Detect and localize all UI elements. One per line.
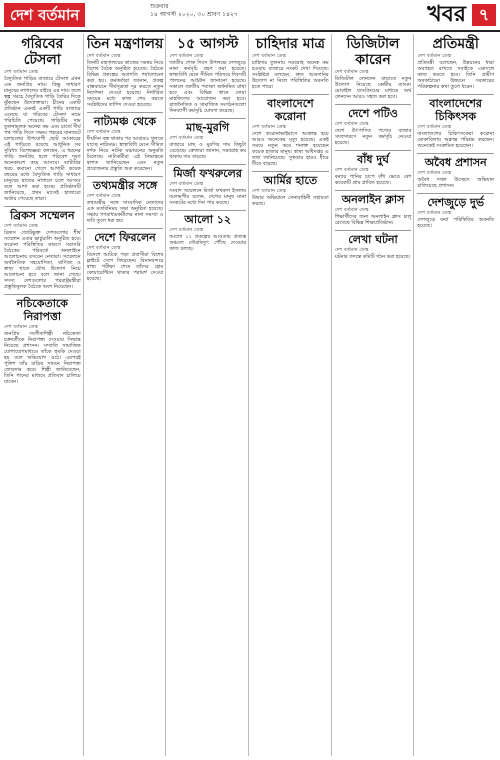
article-byline: দেশ বর্তমান ডেস্ক: [252, 124, 286, 130]
article-headline: মির্জা ফখরুলের: [173, 167, 242, 180]
article-headline: দেশজুড়ে দুর্ভ: [427, 196, 485, 209]
article-headline: দেশে পটিও: [348, 107, 398, 120]
article-divider: [335, 230, 412, 231]
article: [4, 297, 81, 385]
article: [252, 36, 329, 90]
article-divider: [417, 153, 494, 154]
article-divider: [87, 228, 164, 229]
column-2: [87, 34, 167, 756]
article-divider: [169, 210, 246, 211]
article-byline: দেশ বর্তমান ডেস্ক: [334, 121, 369, 127]
article-divider: [169, 164, 246, 165]
article: [335, 233, 412, 260]
article-headline: লেখা ঘটনা: [348, 233, 398, 246]
article-byline: দেশ বর্তমান ডেস্ক: [86, 53, 121, 59]
article: [87, 36, 164, 108]
article-body: ডিজিটাল লেনদেন বাড়াতে নতুন উদ্যোগ নিয়েছে কেন্দ্রীয় ব্যাংক। মোবাইল ব্যাংকিংয়ের মাধ্যমে অর্থ লেনদেন আরও সহজ করা হবে।: [334, 76, 412, 100]
article-body: দেশজুড়ে বন্যা পরিস্থিতির অবনতি হয়েছে।: [417, 217, 495, 229]
article-byline: দেশ বর্তমান ডেস্ক: [252, 188, 286, 194]
article-headline: তথ্যমন্ত্রীর সঙ্গে: [92, 179, 158, 192]
article-byline: দেশ বর্তমান ডেস্ক: [86, 245, 121, 251]
article-headline: ব্রিকস সম্মেলন: [10, 209, 75, 222]
article-divider: [4, 206, 81, 207]
article-headline: নচিকেতাকে নিরাপত্তা: [16, 297, 68, 323]
article-divider: [87, 112, 164, 113]
article-headline: চাহিদার মাত্র: [255, 36, 325, 52]
article-byline: দেশ বর্তমান ডেস্ক: [417, 210, 452, 216]
article-body: বাংলাদেশের চিকিৎসকেরা করোনা মোকাবিলায় অক্লান্ত পরিশ্রম করছেন। অনেকেই সংক্রমিত হয়েছেন।: [417, 131, 495, 149]
article-body: তথ্যমন্ত্রীর সঙ্গে সাংবাদিক নেতাদের এক মতবিনিময় সভা অনুষ্ঠিত হয়েছে। সভায় গণমাধ্যমকর্মীদের নানা সমস্যা ও দাবি তুলে ধরা হয়।: [86, 200, 164, 224]
article-headline: প্রতিমন্ত্রী: [432, 36, 479, 52]
article-divider: [417, 94, 494, 95]
article-divider: [335, 104, 412, 105]
article-byline: দেশ বর্তমান ডেস্ক: [4, 324, 38, 330]
article-headline: আলো ১২: [184, 213, 232, 226]
article-byline: দেশ বর্তমান ডেস্ক: [169, 135, 204, 141]
article-body: দেশে উৎপাদিত পণ্যের বাজার সম্প্রসারণে নতুন কর্মসূচি নেওয়া হয়েছে।: [334, 128, 412, 146]
article-body: জনপ্রিয় সংগীতশিল্পী নচিকেতা চক্রবর্তীকে নিরাপত্তা দেওয়ার সিদ্ধান্ত নিয়েছে প্রশাসন। সম্প্রতি সামাজিক যোগাযোগমাধ্যমে তাঁকে হুমকি দেওয়া হয় বলে অভিযোগ ওঠে। এরপরই পুলিশ তাঁর বাড়ির সামনে নিরাপত্তা জোরদার করে। শিল্পী জানিয়েছেন, তিনি গানের মাধ্যমে প্রতিবাদ চালিয়ে যাবেন।: [4, 331, 81, 385]
column-6: [417, 34, 496, 756]
section-title: খবর: [427, 2, 466, 27]
article-headline: অবৈধ প্রশাসন: [424, 156, 487, 169]
article-divider: [252, 171, 329, 172]
article-byline: দেশ বর্তমান ডেস্ক: [169, 227, 204, 233]
article: [87, 115, 164, 172]
issue-date: ১৪ আগস্ট ২০২০, ৩০ শ্রাবণ ১৪২৭: [150, 11, 238, 18]
article-headline: তিন মন্ত্রণালয়: [86, 36, 164, 52]
article-body: চাহিদার তুলনায় সরবরাহ অনেক কম হওয়ায় বাজারে সংকট দেখা দিয়েছে। সংশ্লিষ্টরা বলছেন, দ্রুত আমদানির উদ্যোগ না নিলে পরিস্থিতির অবনতি হতে পারে।: [252, 60, 329, 90]
article-headline: ১৫ আগস্ট: [177, 36, 239, 52]
column-4: [252, 34, 332, 756]
article-headline: বাঁধ দুর্ঘ: [357, 153, 389, 166]
article-divider: [335, 190, 412, 191]
article-headline: গরিবের টেসলা: [21, 36, 64, 68]
article-body: বিদেশে আটকে পড়া প্রবাসীরা বিশেষ ফ্লাইটে দেশে ফিরেছেন। বিমানবন্দরে স্বাস্থ্য পরীক্ষা শেষে তাঁদের হোম কোয়ারেন্টিনে থাকার পরামর্শ দেওয়া হয়েছে।: [86, 252, 164, 282]
article: [335, 36, 412, 100]
article-body: অবৈধ দখল উচ্ছেদে অভিযান চালিয়েছে প্রশাসন।: [417, 177, 495, 189]
article-headline: নাট্যমঞ্চ থেকে: [93, 115, 157, 128]
article-body: বাজারে মাছ ও মুরগির দাম কিছুটা বেড়েছে। ক্রেতারা জানান, সরবরাহ কম থাকায় দাম বাড়ছে।: [169, 142, 247, 160]
article-body: জাতীয় শোক দিবস উপলক্ষে দেশজুড়ে নানা কর্মসূচি গ্রহণ করা হয়েছে। স্বাস্থ্যবিধি মেনে সীমিত পরিসরে দিবসটি পালনের আহ্বান জানানো হয়েছে। সকালে জাতীয় পতাকা অর্ধনমিত রাখা হবে এবং বিভিন্ন স্থানে দোয়া মাহফিলের আয়োজন করা হবে। রাজনৈতিক ও সামাজিক সংগঠনগুলো দিনব্যাপী কর্মসূচি ঘোষণা করেছে।: [169, 60, 247, 114]
article-headline: অনলাইন ক্লাস: [341, 193, 405, 206]
article: [87, 179, 164, 224]
article-byline: দেশ বর্তমান ডেস্ক: [334, 207, 369, 213]
column-5: [335, 34, 415, 756]
page-number: ৭: [472, 4, 496, 26]
article-byline: দেশ বর্তমান ডেস্ক: [334, 247, 369, 253]
article-byline: দেশ বর্তমান ডেস্ক: [417, 53, 452, 59]
article: [252, 97, 329, 167]
column-1: [4, 34, 84, 756]
issue-day: শুক্রবার: [150, 3, 169, 10]
article: [417, 156, 494, 189]
article-body: তিনটি মন্ত্রণালয়ের কাজের সমন্বয় নিয়ে বিশেষ বৈঠক অনুষ্ঠিত হয়েছে। বৈঠকে বিভিন্ন প্রকল্পের অগ্রগতি পর্যালোচনা করা হয়। কর্মকর্তারা জানান, প্রকল্প বাস্তবায়নে দীর্ঘসূত্রতা দূর করতে নতুন নির্দেশনা দেওয়া হয়েছে। নির্ধারিত সময়ের মধ্যে কাজ শেষ করতে সংশ্লিষ্টদের তাগিদ দেওয়া হয়েছে।: [86, 60, 164, 108]
article-body: ব্রিকস জোটভুক্ত দেশগুলোর শীর্ষ সম্মেলন এবার ভার্চুয়ালি অনুষ্ঠিত হবে। করোনা পরিস্থিতির কারণে সরাসরি বৈঠকের পরিবর্তে অনলাইনে আলোচনায় বসবেন নেতারা। সম্মেলনে অর্থনৈতিক সহযোগিতা, বাণিজ্য ও স্বাস্থ্য খাতে যৌথ উদ্যোগ নিয়ে আলোচনা হবে বলে জানা গেছে। সদস্য দেশগুলোর পররাষ্ট্রমন্ত্রীরা প্রস্তুতিমূলক বৈঠকে অংশ নিয়েছেন।: [4, 230, 81, 290]
issue-meta: [150, 3, 238, 19]
article-headline: মাছ-মুরগি: [186, 121, 230, 134]
article-byline: দেশ বর্তমান ডেস্ক: [417, 124, 452, 130]
article: [335, 107, 412, 146]
article-divider: [4, 294, 81, 295]
article: [169, 167, 246, 206]
article-byline: দেশ বর্তমান ডেস্ক: [169, 181, 204, 187]
article: [252, 174, 329, 207]
article: [417, 36, 494, 90]
article: [169, 121, 246, 160]
article: [169, 213, 246, 252]
article-byline: দেশ বর্তমান ডেস্ক: [86, 193, 121, 199]
article-byline: দেশ বর্তমান ডেস্ক: [86, 129, 121, 135]
article: [335, 193, 412, 226]
article-body: শিক্ষার্থীদের জন্য অনলাইন ক্লাস চালু রেখেছে বিভিন্ন শিক্ষাপ্রতিষ্ঠান।: [334, 214, 412, 226]
newspaper-logo: দেশ বর্তমান: [4, 3, 85, 27]
article-columns: [4, 34, 496, 756]
article-body: উদ্ধার অভিযানে সেনাবাহিনী সহায়তা করছে।: [252, 195, 329, 207]
article-body: দেশে করোনাভাইরাসে আক্রান্ত হয়ে আরও অনেকের মৃত্যু হয়েছে। একই সময়ে নতুন করে শনাক্ত হয়েছেন কয়েক হাজার মানুষ। স্বাস্থ্য অধিদপ্তর এ তথ্য জানিয়েছে। সুস্থতার হারও ধীরে ধীরে বাড়ছে।: [252, 131, 329, 167]
article-headline: দেশে ফিরলেন: [94, 231, 156, 244]
article-body: সংবাদ সম্মেলনে মির্জা ফখরুল ইসলাম আলমগীর বলেন, দেশের মানুষ নানা সংকটের মধ্যে দিন পার করছে।: [169, 188, 247, 206]
article-divider: [169, 118, 246, 119]
article-body: বৈদ্যুতিক গাড়ির বাজারে টেসলা এখন এক জনপ্রিয় নাম। কিন্তু সাধারণ মানুষের নাগালের বাইরে এর দাম। ফলে স্বল্প খরচে বৈদ্যুতিক গাড়ি তৈরির দিকে ঝুঁকছেন উদ্যোক্তারা। চীনের একটি প্রতিষ্ঠান এমনই একটি গাড়ি বাজারে এনেছে যা গরিবের টেসলা নামে পরিচিতি পেয়েছে। গাড়িটির দাম তুলনামূলক অনেক কম এবং চার্জে দীর্ঘ পথ পাড়ি দিতে সক্ষম। শহরের যানজটে চলাচলের উপযোগী ছোট আকারের এই গাড়িতে রয়েছে আধুনিক সব সুবিধা। বিশেষজ্ঞরা বলছেন, এ ধরনের গাড়ি জনপ্রিয় হলে পরিবেশ দূষণ অনেকাংশে কমে আসবে। ব্যাটারির খরচ কমানো গেলে আগামী কয়েক বছরের মধ্যে বৈদ্যুতিক গাড়ি সাধারণ মানুষের হাতের নাগালে চলে আসবে বলে আশা করা হচ্ছে। প্রতিষ্ঠানটি জানিয়েছে, প্রথম মাসেই হাজারো অর্ডার পেয়েছে তারা।: [4, 76, 81, 202]
article-byline: দেশ বর্তমান ডেস্ক: [169, 53, 204, 59]
article-divider: [87, 176, 164, 177]
article-divider: [417, 193, 494, 194]
article-byline: দেশ বর্তমান ডেস্ক: [417, 170, 452, 176]
article: [4, 209, 81, 290]
article-body: ঘটনার তদন্তে কমিটি গঠন করা হয়েছে।: [334, 254, 411, 260]
article-byline: দেশ বর্তমান ডেস্ক: [252, 53, 286, 59]
article-byline: দেশ বর্তমান ডেস্ক: [4, 223, 38, 229]
article-body: আলো ১২ প্রকল্পের আওতায় প্রত্যন্ত অঞ্চলে সৌরবিদ্যুৎ পৌঁছে দেওয়ার কাজ চলছে।: [169, 234, 247, 252]
article-headline: বাংলাদেশের চিকিৎসক: [429, 97, 482, 123]
article-body: বন্যার পানির চাপে বাঁধ ভেঙে বেশ কয়েকটি গ্রাম প্লাবিত হয়েছে।: [334, 174, 412, 186]
article: [169, 36, 246, 114]
article-headline: বাংলাদেশে করোনা: [267, 97, 314, 123]
article-byline: দেশ বর্তমান ডেস্ক: [334, 167, 369, 173]
column-3: [169, 34, 249, 756]
article-body: প্রতিমন্ত্রী বলেছেন, উন্নয়নের ধারা অব্যাহত রাখতে সবাইকে একসঙ্গে কাজ করতে হবে। তিনি গ্রামীণ অবকাঠামো উন্নয়নে সরকারের পরিকল্পনার কথা তুলে ধরেন।: [417, 60, 495, 90]
article-byline: দেশ বর্তমান ডেস্ক: [334, 69, 369, 75]
article: [335, 153, 412, 186]
article-divider: [252, 94, 329, 95]
masthead: [0, 0, 500, 32]
article: [4, 36, 81, 202]
article: [417, 196, 494, 229]
article: [87, 231, 164, 282]
article: [417, 97, 494, 149]
article-divider: [335, 150, 412, 151]
article-headline: আর্মির হাতে: [263, 174, 318, 187]
article-body: দীর্ঘদিন বন্ধ থাকার পর আবারও খুলতে যাচ্ছে নাট্যমঞ্চ। স্বাস্থ্যবিধি মেনে সীমিত দর্শক নিয়ে নাটক মঞ্চায়নের অনুমতি মিলেছে। নাট্যকর্মীরা এই সিদ্ধান্তকে স্বাগত জানিয়েছেন এবং নতুন প্রযোজনার প্রস্তুতি শুরু করেছেন।: [86, 136, 164, 172]
article-headline: ডিজিটাল কারেন: [346, 36, 400, 68]
article-byline: দেশ বর্তমান ডেস্ক: [4, 69, 38, 75]
